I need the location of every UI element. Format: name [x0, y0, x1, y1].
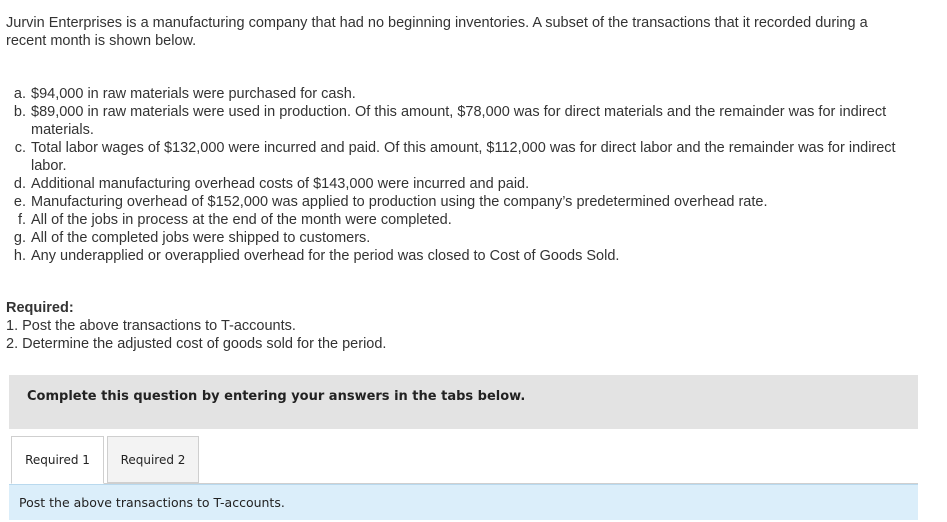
transaction-list [6, 85, 921, 265]
transaction-item-b [6, 103, 921, 139]
tab-required-2[interactable]: Required 2 [107, 436, 199, 483]
transaction-text: Additional manufacturing overhead costs of $143,000 were incurred and paid. [31, 176, 530, 192]
transaction-item-e [6, 193, 921, 211]
transaction-text: Total labor wages of $132,000 were incurred and paid. Of this amount, $112,000 was for direct labor and the remainder was for indirect labor. [31, 140, 896, 174]
transaction-letter: b. [13, 104, 26, 120]
transaction-letter: h. [13, 248, 26, 264]
tab-panel [9, 484, 918, 520]
tab-bar [11, 436, 199, 484]
transaction-letter: a. [13, 86, 26, 102]
transaction-text: All of the completed jobs were shipped to customers. [31, 230, 371, 246]
transaction-item-d [6, 175, 921, 193]
transaction-letter: g. [13, 230, 26, 246]
transaction-text: Manufacturing overhead of $152,000 was applied to production using the company’s predetermined overhead rate. [31, 194, 768, 210]
required-section [6, 299, 386, 353]
transaction-text: $89,000 in raw materials were used in production. Of this amount, $78,000 was for direct materials and the remainder was for indirect materials. [31, 104, 887, 138]
panel-instruction: Post the above transactions to T-accounts. [19, 495, 285, 510]
transaction-letter: d. [13, 176, 26, 192]
transaction-item-h [6, 247, 921, 265]
required-item-1: 1. Post the above transactions to T-accounts. [6, 318, 296, 334]
transaction-letter: f. [17, 212, 26, 228]
intro-paragraph: Jurvin Enterprises is a manufacturing company that had no beginning inventories. A subset of the transactions that it recorded during a recent month is shown below. [6, 15, 868, 49]
transaction-item-g [6, 229, 921, 247]
transaction-text: Any underapplied or overapplied overhead for the period was closed to Cost of Goods Sold. [31, 248, 620, 264]
transaction-text: $94,000 in raw materials were purchased for cash. [31, 86, 356, 102]
tab-required-1[interactable]: Required 1 [11, 436, 104, 484]
transaction-letter: e. [13, 194, 26, 210]
transaction-item-f [6, 211, 921, 229]
transaction-text: All of the jobs in process at the end of the month were completed. [31, 212, 452, 228]
transaction-letter: c. [14, 140, 26, 156]
required-heading: Required: [6, 300, 74, 316]
transaction-item-c [6, 139, 921, 175]
instruction-text: Complete this question by entering your answers in the tabs below. [27, 389, 526, 404]
transaction-item-a [6, 85, 921, 103]
required-item-2: 2. Determine the adjusted cost of goods sold for the period. [6, 336, 387, 352]
instruction-banner [9, 375, 918, 429]
